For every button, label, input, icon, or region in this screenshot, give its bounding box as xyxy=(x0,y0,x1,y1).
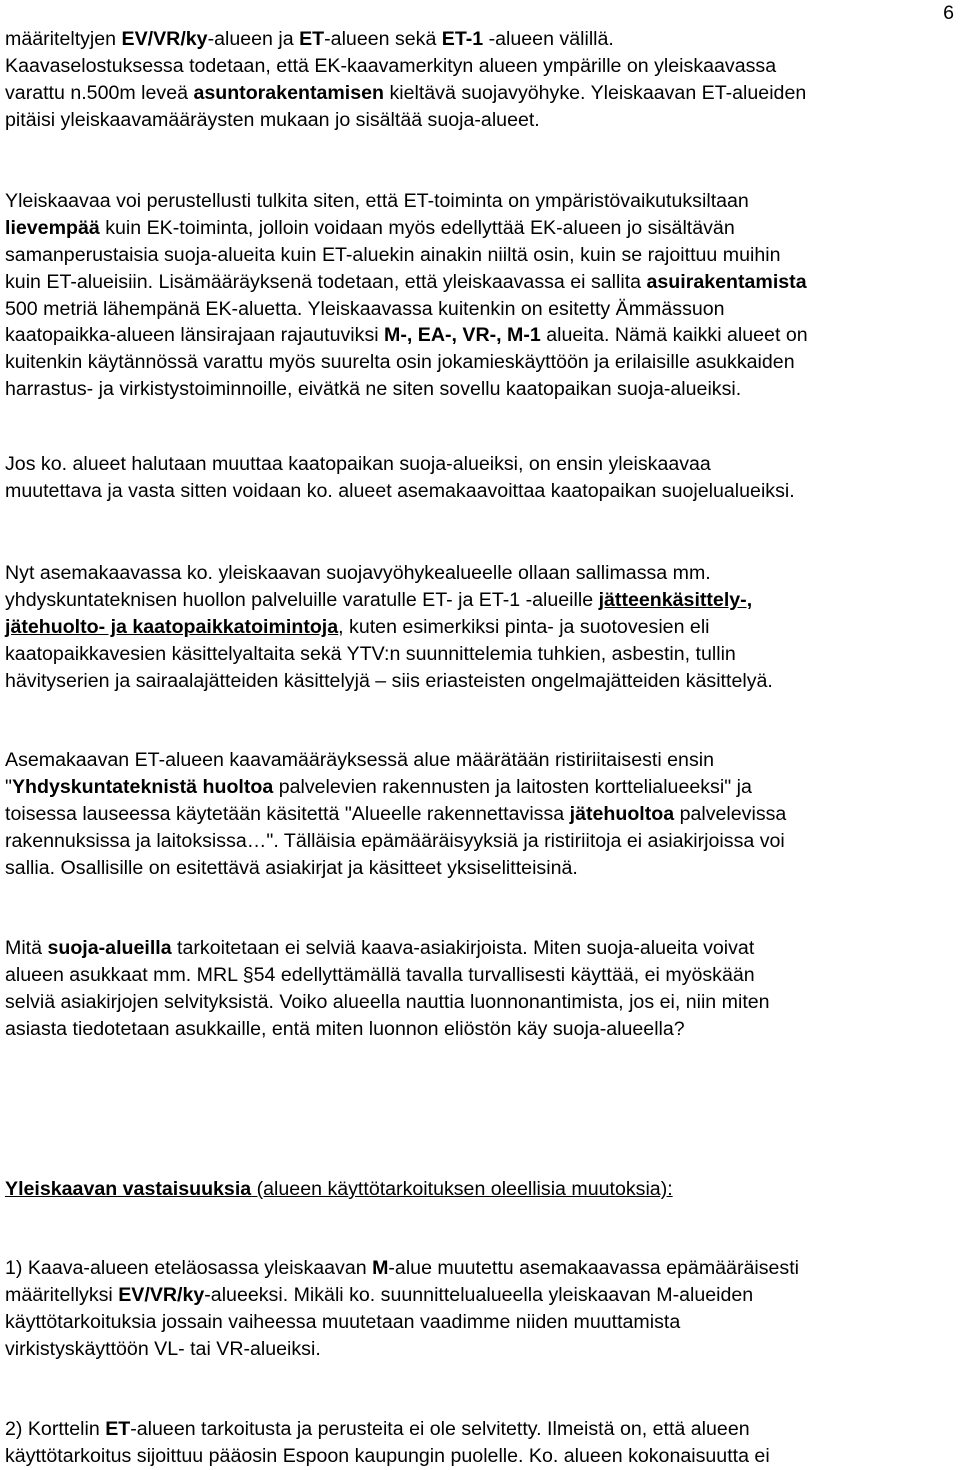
text-run: 2) Korttelin xyxy=(5,1418,106,1440)
text-run: Asemakaavan ET-alueen kaavamääräyksessä alue määrätään ristiriitaisesti ensin xyxy=(5,749,714,771)
bold-text-run: EV/VR/ky xyxy=(118,1283,205,1306)
text-run: sallia. Osallisille on esitettävä asiakirjat ja käsitteet yksiselitteisinä. xyxy=(5,856,578,879)
text-run: 500 metriä lähempänä EK-aluetta. Yleiskaavassa kuitenkin on esitetty Ämmässuon xyxy=(5,297,725,320)
text-run: palvelevissa xyxy=(674,802,787,825)
text-run: 1) Kaava-alueen eteläosassa yleiskaavan xyxy=(5,1257,373,1279)
text-run: varattu n.500m leveä xyxy=(5,81,194,104)
text-run: toisessa lauseessa käytetään käsitettä "Alueelle rakennettavissa xyxy=(5,802,570,825)
text-line xyxy=(5,242,957,269)
text-line xyxy=(5,451,957,478)
text-run: kieltävä suojavyöhyke. Yleiskaavan ET-alueiden xyxy=(384,81,807,104)
bold-text-run: Yleiskaavan vastaisuuksia xyxy=(5,1178,252,1200)
bold-text-run: EV/VR/ky xyxy=(121,28,208,50)
text-line xyxy=(5,188,957,215)
text-line xyxy=(5,1416,957,1443)
text-run: -alueen ja xyxy=(207,28,300,50)
text-line xyxy=(5,1255,957,1282)
text-line xyxy=(5,801,957,828)
text-run: -alue muutettu asemakaavassa epämääräisesti xyxy=(388,1257,800,1279)
text-line xyxy=(5,80,957,107)
text-run: selviä asiakirjojen selvityksistä. Voiko alueella nauttia luonnonantimista, jos ei, niin miten xyxy=(5,990,770,1013)
text-run: rakennuksissa ja laitoksissa…". Tälläisia epämääräisyyksiä ja ristiriitoja ei asiakirjoissa voi xyxy=(5,829,785,852)
text-run: Jos ko. alueet halutaan muuttaa kaatopaikan suoja-alueiksi, on ensin yleiskaavaa xyxy=(5,453,711,475)
text-run: Kaavaselostuksessa todetaan, että EK-kaavamerkityn alueen ympärille on yleiskaavassa xyxy=(5,54,777,77)
text-line xyxy=(5,935,957,962)
text-run: pitäisi yleiskaavamääräysten mukaan jo sisältää suoja-alueet. xyxy=(5,108,540,131)
text-line xyxy=(5,1016,957,1043)
paragraph-1 xyxy=(5,26,957,134)
text-run: virkistyskäyttöön VL- tai VR-alueiksi. xyxy=(5,1337,321,1360)
section-heading xyxy=(5,1176,957,1203)
text-line xyxy=(5,828,957,855)
bold-text-run: asuirakentamista xyxy=(646,270,807,293)
text-line xyxy=(5,747,957,774)
text-run: -alueen sekä xyxy=(324,28,442,50)
text-line xyxy=(5,107,957,134)
text-run: kuitenkin käytännössä varattu myös suurelta osin jokamieskäyttöön ja erilaisille asukkaiden xyxy=(5,351,795,374)
bold-text-run: jätehuoltoa xyxy=(569,802,675,825)
paragraph-2 xyxy=(5,188,957,403)
text-run: käyttötarkoitus sijoittuu pääosin Espoon kaupungin puolelle. Ko. alueen kokonaisuutta ei xyxy=(5,1444,770,1467)
text-line xyxy=(5,641,957,668)
bold-text-run: ET xyxy=(299,28,325,50)
text-line xyxy=(5,1282,957,1309)
text-line xyxy=(5,587,957,614)
bold-text-run: ET-1 xyxy=(441,28,484,50)
text-run: kaatopaikka-alueen länsirajaan rajautuviksi xyxy=(5,324,385,347)
paragraph-3 xyxy=(5,451,957,505)
text-line xyxy=(5,349,957,376)
bold-text-run: lievempää xyxy=(5,216,100,239)
paragraph-6 xyxy=(5,935,957,1043)
text-run: Yleiskaavaa voi perustellusti tulkita siten, että ET-toiminta on ympäristövaikutuksiltaan xyxy=(5,190,749,212)
text-line xyxy=(5,478,957,505)
text-run: käyttötarkoituksia jossain vaiheessa muutetaan vaadimme niiden muuttamista xyxy=(5,1310,681,1333)
text-run: kaatopaikkavesien käsittelyaltaita sekä YTV:n suunnittelemia tuhkien, asbestin, tullin xyxy=(5,642,736,665)
text-run: harrastus- ja virkistystoiminnoille, eivätkä ne siten sovellu kaatopaikan suoja-alueiksi. xyxy=(5,378,742,401)
text-run: -alueeksi. Mikäli ko. suunnittelualueella yleiskaavan M-alueiden xyxy=(204,1283,754,1306)
text-run: -alueen välillä. xyxy=(483,28,614,50)
text-run: palvelevien rakennusten ja laitosten korttelialueeksi" ja xyxy=(273,775,752,798)
bold-text-run: suoja-alueilla xyxy=(47,937,172,959)
text-line xyxy=(5,668,957,695)
text-line xyxy=(5,322,957,349)
paragraph-4 xyxy=(5,560,957,694)
text-line xyxy=(5,215,957,242)
text-run: muutettava ja vasta sitten voidaan ko. alueet asemakaavoittaa kaatopaikan suojelualueiksi. xyxy=(5,479,795,502)
text-line xyxy=(5,962,957,989)
text-line xyxy=(5,774,957,801)
text-line xyxy=(5,1336,957,1363)
text-run: määritellyksi xyxy=(5,1283,119,1306)
bold-text-run: jätteenkäsittely-, xyxy=(598,588,753,611)
text-line xyxy=(5,26,957,53)
text-run: alueita. Nämä kaikki alueet on xyxy=(540,324,808,347)
text-run: yhdyskuntateknisen huollon palveluille varatulle ET- ja ET-1 -alueille xyxy=(5,588,599,611)
text-run: alueen asukkaat mm. MRL §54 edellyttämällä tavalla turvallisesti käyttää, ei myöskään xyxy=(5,963,755,986)
text-run: hävityserien ja sairaalajätteiden käsittelyjä – siis eriasteisten ongelmajätteiden käsittelyä. xyxy=(5,669,773,692)
paragraph-item-1 xyxy=(5,1255,957,1363)
text-run: (alueen käyttötarkoituksen oleellisia muutoksia): xyxy=(251,1178,673,1200)
text-line xyxy=(5,560,957,587)
text-line xyxy=(5,855,957,882)
text-run: Mitä xyxy=(5,937,48,959)
text-run: asiasta tiedotetaan asukkaille, entä miten luonnon eliöstön käy suoja-alueella? xyxy=(5,1017,685,1040)
bold-text-run: M xyxy=(372,1257,389,1279)
paragraph-item-2 xyxy=(5,1416,957,1470)
text-run: kuin EK-toiminta, jolloin voidaan myös edellyttää EK-alueen jo sisältävän xyxy=(99,216,735,239)
text-run: , kuten esimerkiksi pinta- ja suotovesien eli xyxy=(338,615,710,638)
text-run: määriteltyjen xyxy=(5,28,122,50)
text-run: Nyt asemakaavassa ko. yleiskaavan suojavyöhykealueelle ollaan sallimassa mm. xyxy=(5,562,711,584)
text-run: " xyxy=(5,775,12,798)
bold-text-run: asuntorakentamisen xyxy=(193,81,384,104)
bold-text-run: Yhdyskuntateknistä huoltoa xyxy=(11,775,274,798)
text-line xyxy=(5,53,957,80)
bold-text-run: M-, EA-, VR-, M-1 xyxy=(384,324,541,347)
text-line xyxy=(5,1443,957,1470)
text-run: kuin ET-alueisiin. Lisämääräyksenä todetaan, että yleiskaavassa ei sallita xyxy=(5,270,647,293)
text-line xyxy=(5,296,957,323)
text-line xyxy=(5,1176,957,1203)
text-line xyxy=(5,269,957,296)
page-number: 6 xyxy=(943,2,954,24)
text-line xyxy=(5,614,957,641)
text-line xyxy=(5,989,957,1016)
bold-text-run: jätehuolto- ja kaatopaikkatoimintoja xyxy=(5,615,339,638)
text-line xyxy=(5,376,957,403)
text-run: -alueen tarkoitusta ja perusteita ei ole selvitetty. Ilmeistä on, että alueen xyxy=(130,1418,750,1440)
bold-text-run: ET xyxy=(105,1418,131,1440)
paragraph-5 xyxy=(5,747,957,881)
text-run: tarkoitetaan ei selviä kaava-asiakirjoista. Miten suoja-alueita voivat xyxy=(171,937,755,959)
text-line xyxy=(5,1309,957,1336)
text-run: samanperustaisia suoja-alueita kuin ET-aluekin ainakin niiltä osin, kuin se rajoittuu muihin xyxy=(5,243,781,266)
